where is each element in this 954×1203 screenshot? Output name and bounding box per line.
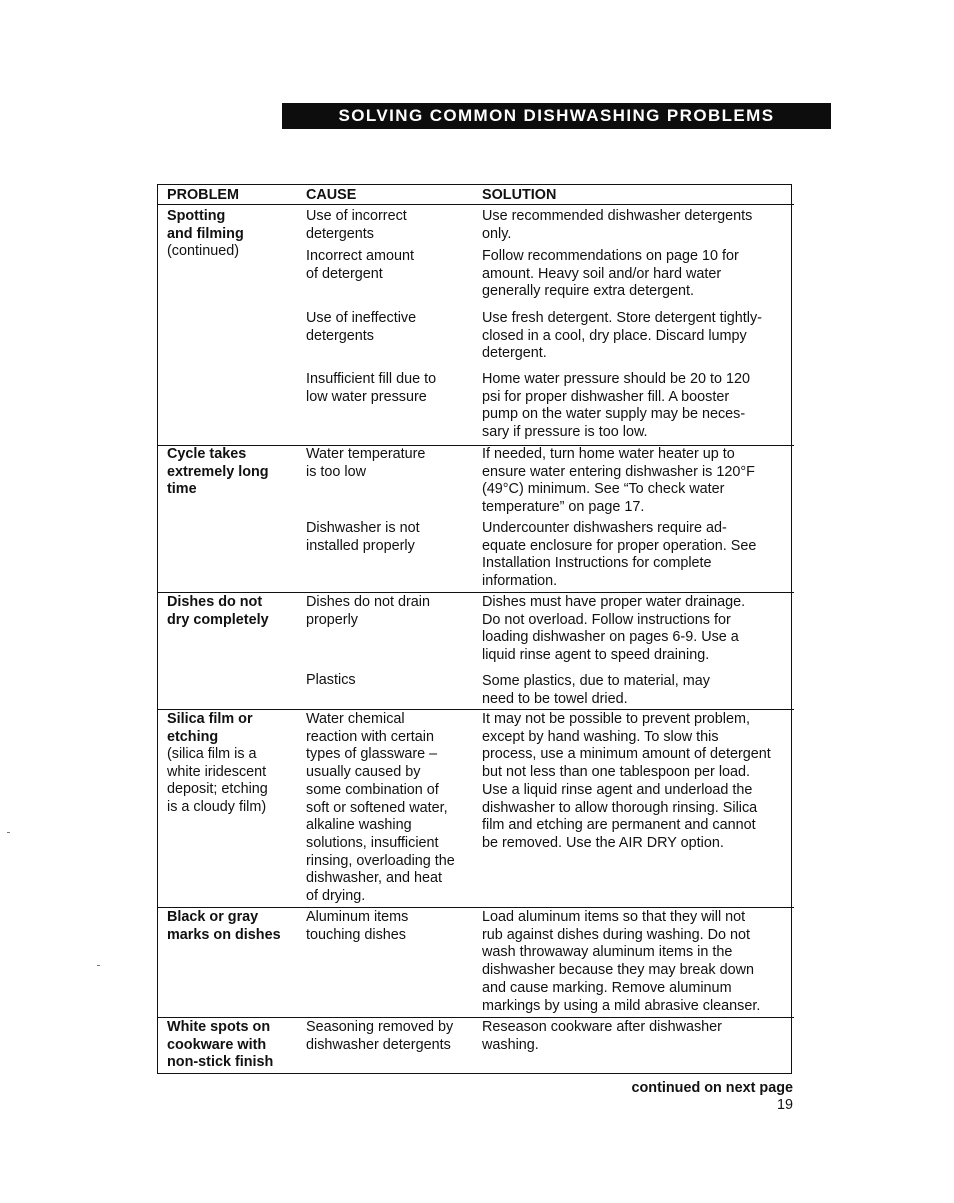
column-header-solution: SOLUTION [482, 187, 557, 203]
page-banner-title: SOLVING COMMON DISHWASHING PROBLEMS [282, 103, 831, 129]
row-divider [157, 709, 794, 710]
column-header-cause: CAUSE [306, 187, 357, 203]
solution-text: Dishes must have proper water drainage. Do not overload. Follow instructions for loading dishwasher on pages 6-9. Use a liquid rinse agent to speed draining. [482, 594, 746, 664]
scan-speck [7, 832, 10, 833]
solution-text: Undercounter dishwashers require ad- equate enclosure for proper operation. See Installation Instructions for complete information. [482, 520, 757, 590]
column-header-problem: PROBLEM [167, 187, 239, 203]
problem-title: Black or gray marks on dishes [167, 909, 281, 943]
solution-text: Home water pressure should be 20 to 120 psi for proper dishwasher fill. A booster pump on the water supply may be neces- sary if pressure is too low. [482, 371, 750, 441]
continued-note: continued on next page [631, 1080, 793, 1096]
cause-text: Plastics [306, 672, 356, 688]
page-number: 19 [776, 1097, 793, 1113]
cause-text: Use of ineffective detergents [306, 310, 417, 344]
cause-text: Aluminum items touching dishes [306, 909, 409, 943]
problem-title: Silica film or etching [167, 711, 253, 745]
solution-text: It may not be possible to prevent problem, except by hand washing. To slow this process, use a minimum amount of detergent but not less than one tablespoon per load. Use a liquid rinse agent and underload the dishwasher to allow thorough rinsing. Silica film and etching are permanent and cannot be removed. Use the AIR DRY option. [482, 711, 771, 851]
header-divider [157, 204, 794, 205]
problem-note: (continued) [167, 243, 239, 259]
row-divider [157, 907, 794, 908]
cause-text: Water chemical reaction with certain types of glassware – usually caused by some combination of soft or softened water, alkaline washing solutions, insufficient rinsing, overloading the dishwasher, and heat of drying. [306, 711, 455, 905]
row-divider [157, 1017, 794, 1018]
solution-text: Some plastics, due to material, may need to be towel dried. [482, 673, 710, 707]
problem-title: White spots on cookware with non-stick finish [167, 1019, 274, 1071]
cause-text: Dishwasher is not installed properly [306, 520, 420, 554]
solution-text: Load aluminum items so that they will not rub against dishes during washing. Do not wash throwaway aluminum items in the dishwasher because they may break down and cause marking. Remove aluminum markings by using a mild abrasive cleanser. [482, 909, 761, 1014]
problem-title: Dishes do not dry completely [167, 594, 269, 628]
solution-text: Follow recommendations on page 10 for amount. Heavy soil and/or hard water generally require extra detergent. [482, 248, 739, 300]
cause-text: Incorrect amount of detergent [306, 248, 414, 282]
problem-note: (silica film is a white iridescent deposit; etching is a cloudy film) [167, 746, 268, 816]
solution-text: Use recommended dishwasher detergents only. [482, 208, 753, 242]
solution-text: Reseason cookware after dishwasher washing. [482, 1019, 722, 1053]
cause-text: Water temperature is too low [306, 446, 426, 480]
solution-text: If needed, turn home water heater up to ensure water entering dishwasher is 120°F (49°C) minimum. See “To check water temperature” on page 17. [482, 446, 755, 516]
cause-text: Insufficient fill due to low water pressure [306, 371, 437, 405]
cause-text: Dishes do not drain properly [306, 594, 430, 628]
problem-title: Cycle takes extremely long time [167, 446, 269, 498]
cause-text: Use of incorrect detergents [306, 208, 407, 242]
cause-text: Seasoning removed by dishwasher detergents [306, 1019, 454, 1053]
row-divider [157, 592, 794, 593]
scan-speck [97, 965, 100, 966]
problem-title: Spotting and filming [167, 208, 244, 242]
solution-text: Use fresh detergent. Store detergent tightly- closed in a cool, dry place. Discard lumpy detergent. [482, 310, 762, 362]
